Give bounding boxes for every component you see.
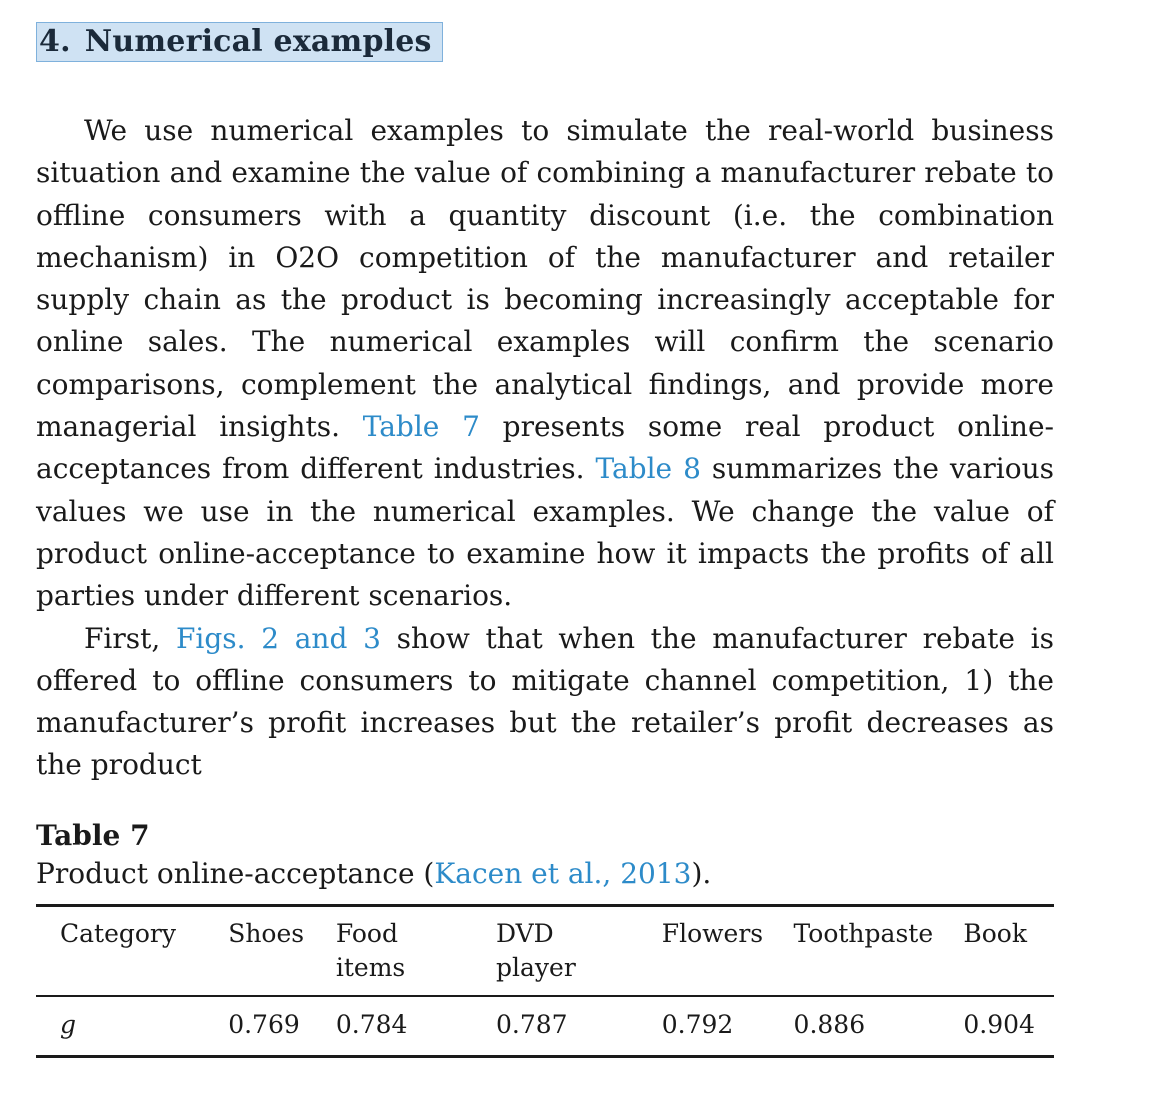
body-text	[36, 110, 1054, 787]
header-flowers: Flowers	[661, 919, 764, 948]
cell-g: g	[60, 1010, 77, 1039]
paragraph-2	[36, 618, 1054, 787]
paragraph-2-text-a: First,	[84, 621, 176, 655]
paragraph-1-text-c: summarizes the various values we use in the numerical examples. We change the value of product online-acceptance to examine how it impacts the profits of all parties under different scenarios.	[36, 452, 1054, 613]
section-title: Numerical examples	[84, 24, 432, 59]
header-book: Book	[963, 919, 1027, 948]
header-toothpaste: Toothpaste	[793, 919, 934, 948]
cell-shoes: 0.769	[228, 1010, 300, 1039]
figs-2-3-link[interactable]: Figs. 2 and 3	[175, 621, 381, 655]
section-heading	[36, 22, 443, 62]
paragraph-2-text-b: show that when the manufacturer rebate is offered to offline consumers to mitigate channel competition, 1) the manufacturer’s profit increases but the retailer’s profit decreases as the product	[36, 621, 1054, 782]
paragraph-1-text-a: We use numerical examples to simulate the real-world business situation and examine the value of combining a manufacturer rebate to offline consumers with a quantity discount (i.e. the combination mechanism) in O2O competition of the manufacturer and retailer supply chain as the product is becoming increasingly acceptable for online sales. The numerical examples will confirm the scenario comparisons, complement the analytical findings, and provide more managerial insights.	[36, 114, 1054, 444]
header-shoes: Shoes	[228, 919, 305, 948]
cell-flowers: 0.792	[661, 1010, 734, 1039]
paragraph-1	[36, 110, 1054, 618]
table-label: Table 7	[36, 819, 150, 852]
caption-suffix: ).	[691, 857, 712, 890]
cell-book: 0.904	[963, 1010, 1035, 1039]
cell-dvd-player: 0.787	[496, 1010, 568, 1039]
cell-toothpaste: 0.886	[793, 1010, 866, 1039]
header-category: Category	[60, 919, 177, 948]
caption-prefix: Product online-acceptance (	[36, 857, 435, 890]
page	[36, 22, 1054, 1039]
citation-link[interactable]: Kacen et al., 2013	[434, 857, 692, 890]
online-acceptance-table	[36, 904, 1054, 1058]
table-7-link[interactable]: Table 7	[362, 410, 480, 444]
table-7-block	[36, 818, 1054, 1058]
table-row	[36, 996, 1054, 1057]
header-food-items: Food items	[335, 919, 406, 982]
table-caption	[36, 854, 1054, 894]
paragraph-1-text-b: presents some real product online-acceptances from different industries.	[36, 410, 1054, 486]
section-number: 4.	[39, 24, 71, 59]
table-8-link[interactable]: Table 8	[595, 452, 701, 486]
table-header-row	[36, 906, 1054, 997]
cell-food-items: 0.784	[335, 1010, 408, 1039]
header-dvd-player: DVD player	[496, 919, 576, 982]
